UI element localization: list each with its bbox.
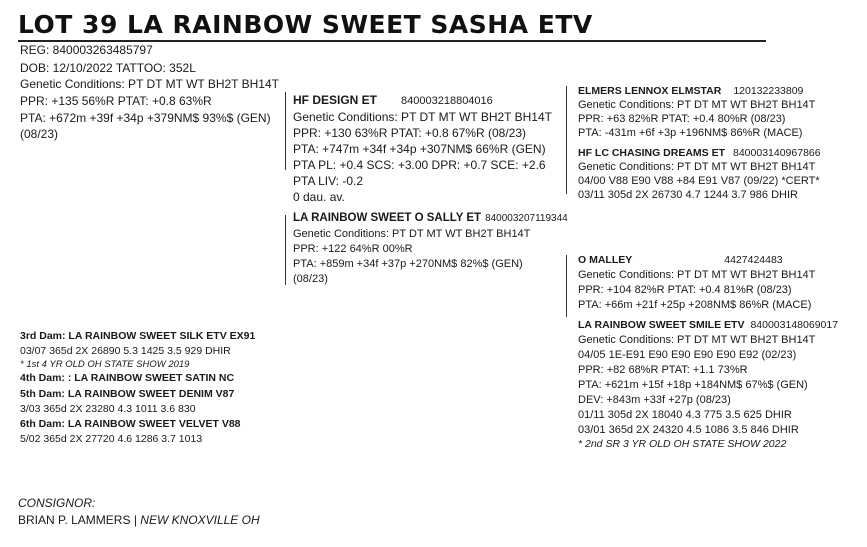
animal-dob: DOB: 12/10/2022 TATTOO: 352L xyxy=(20,61,196,75)
sire-sire-pta: PTA: -431m +6f +3p +196NM$ 86%R (MACE) xyxy=(578,127,803,139)
pedigree-line-sire xyxy=(285,92,286,170)
sire-reg: 840003218804016 xyxy=(401,95,493,107)
sire-sire-genetic: Genetic Conditions: PT DT MT WT BH2T BH14T xyxy=(578,99,816,111)
dam-block xyxy=(293,211,568,286)
sire-block xyxy=(293,92,552,205)
consignor-separator: | xyxy=(130,513,141,527)
animal-genetic: Genetic Conditions: PT DT MT WT BH2T BH14T xyxy=(20,77,279,91)
sire-sire-name: ELMERS LENNOX ELMSTAR xyxy=(578,85,722,97)
sire-pta: PTA: +747m +34f +34p +307NM$ 66%R (GEN) xyxy=(293,142,546,156)
dam-dam-genetic: Genetic Conditions: PT DT MT WT BH2T BH14T xyxy=(578,334,816,346)
animal-info xyxy=(20,42,279,142)
third-dam: 3rd Dam: LA RAINBOW SWEET SILK ETV EX91 xyxy=(20,330,256,342)
dam-dam-dev: DEV: +843m +33f +27p (08/23) xyxy=(578,394,731,406)
dam-dam-class: 04/05 1E-E91 E90 E90 E90 E90 E92 (02/23) xyxy=(578,349,797,361)
animal-pta-date: (08/23) xyxy=(20,127,59,141)
sire-dau: 0 dau. av. xyxy=(293,190,345,204)
third-dam-note: * 1st 4 YR OLD OH STATE SHOW 2019 xyxy=(20,359,190,370)
extended-pedigree xyxy=(20,329,255,446)
dam-dam-ppr: PPR: +82 68%R PTAT: +1.1 73%R xyxy=(578,364,748,376)
dam-genetic: Genetic Conditions: PT DT MT WT BH2T BH14T xyxy=(293,228,531,240)
sire-dam-block xyxy=(578,146,821,202)
consignor-block xyxy=(18,495,260,528)
sixth-dam-record: 5/02 365d 2X 27720 4.6 1286 3.7 1013 xyxy=(20,433,203,445)
dam-reg: 840003207119344 xyxy=(485,213,568,224)
dam-dam-rec1: 01/11 305d 2X 18040 4.3 775 3.5 625 DHIR xyxy=(578,409,792,421)
consignor-location: NEW KNOXVILLE OH xyxy=(140,513,260,527)
animal-ppr: PPR: +135 56%R PTAT: +0.8 63%R xyxy=(20,94,212,108)
dam-name: LA RAINBOW SWEET O SALLY ET xyxy=(293,212,482,224)
third-dam-record: 03/07 365d 2X 26890 5.3 1425 3.5 929 DHIR xyxy=(20,345,231,357)
dam-dam-pta: PTA: +621m +15f +18p +184NM$ 67%$ (GEN) xyxy=(578,379,808,391)
sire-pta-liv: PTA LIV: -0.2 xyxy=(293,174,364,188)
sire-name: HF DESIGN ET xyxy=(293,93,378,107)
sire-sire-reg: 120132233809 xyxy=(733,85,804,97)
dam-dam-block xyxy=(578,318,838,451)
fifth-dam-record: 3/03 365d 2X 23280 4.3 1011 3.6 830 xyxy=(20,403,196,415)
dam-dam-reg: 840003148069017 xyxy=(750,319,839,331)
lot-title: LOT 39 LA RAINBOW SWEET SASHA ETV xyxy=(18,10,593,39)
dam-pta-date: (08/23) xyxy=(293,273,328,285)
sire-sire-ppr: PPR: +63 82%R PTAT: +0.4 80%R (08/23) xyxy=(578,113,786,125)
sire-pta-pl: PTA PL: +0.4 SCS: +3.00 DPR: +0.7 SCE: +2.6 xyxy=(293,158,546,172)
consignor-name: BRIAN P. LAMMERS xyxy=(18,513,131,527)
sire-dam-reg: 840003140967866 xyxy=(733,147,821,159)
animal-pta: PTA: +672m +39f +34p +379NM$ 93%$ (GEN) xyxy=(20,111,271,125)
dam-sire-block xyxy=(578,253,815,312)
sire-dam-name: HF LC CHASING DREAMS ET xyxy=(578,147,725,159)
sixth-dam: 6th Dam: LA RAINBOW SWEET VELVET V88 xyxy=(20,418,241,430)
dam-sire-genetic: Genetic Conditions: PT DT MT WT BH2T BH14T xyxy=(578,269,816,281)
animal-reg: REG: 840003263485797 xyxy=(20,43,153,57)
pedigree-line-dam xyxy=(285,215,286,285)
fourth-dam: 4th Dam: : LA RAINBOW SWEET SATIN NC xyxy=(20,372,235,384)
dam-sire-pta: PTA: +66m +21f +25p +208NM$ 86%R (MACE) xyxy=(578,299,812,311)
dam-dam-name: LA RAINBOW SWEET SMILE ETV xyxy=(578,319,745,331)
sire-genetic: Genetic Conditions: PT DT MT WT BH2T BH14T xyxy=(293,110,552,124)
sire-dam-line2: 03/11 305d 2X 26730 4.7 1244 3.7 986 DHIR xyxy=(578,189,798,201)
fifth-dam: 5th Dam: LA RAINBOW SWEET DENIM V87 xyxy=(20,388,235,400)
dam-dam-rec2: 03/01 365d 2X 24320 4.5 1086 3.5 846 DHIR xyxy=(578,424,799,436)
sire-dam-genetic: Genetic Conditions: PT DT MT WT BH2T BH14T xyxy=(578,161,816,173)
dam-sire-name: O MALLEY xyxy=(578,254,633,266)
dam-pta: PTA: +859m +34f +37p +270NM$ 82%$ (GEN) xyxy=(293,258,523,270)
sire-dam-line1: 04/00 V88 E90 V88 +84 E91 V87 (09/22) *CERT* xyxy=(578,175,820,187)
pedigree-line-sire-side xyxy=(566,86,567,194)
sire-sire-block xyxy=(578,84,815,140)
dam-dam-note: * 2nd SR 3 YR OLD OH STATE SHOW 2022 xyxy=(578,438,787,450)
sire-ppr: PPR: +130 63%R PTAT: +0.8 67%R (08/23) xyxy=(293,126,527,140)
consignor-label: CONSIGNOR: xyxy=(18,496,96,510)
dam-sire-reg: 4427424483 xyxy=(724,254,783,266)
dam-ppr: PPR: +122 64%R 00%R xyxy=(293,243,413,255)
dam-sire-ppr: PPR: +104 82%R PTAT: +0.4 81%R (08/23) xyxy=(578,284,792,296)
